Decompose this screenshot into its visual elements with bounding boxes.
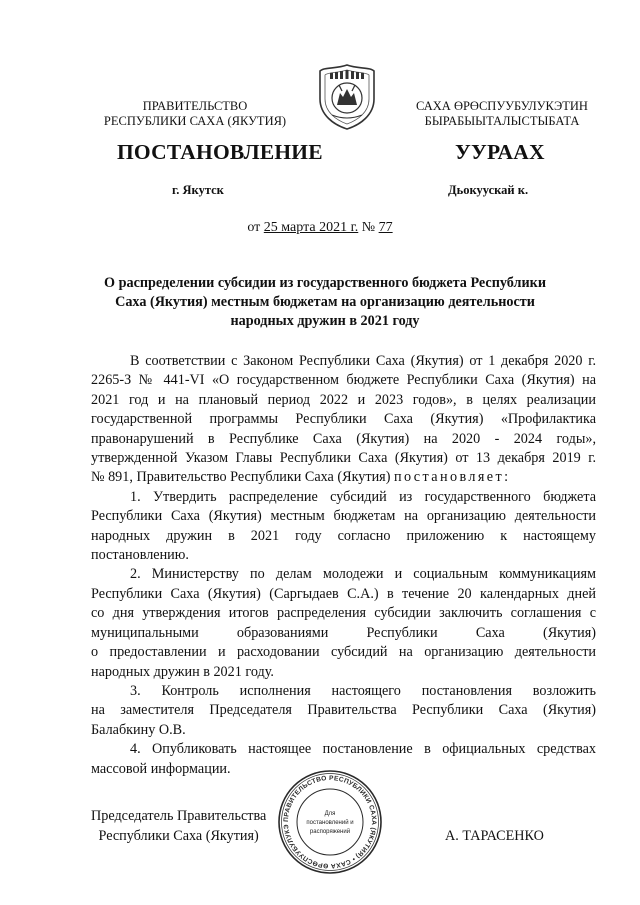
item-line: Балабкину О.В.	[91, 721, 186, 738]
seal-center-line-1: Для	[324, 811, 336, 817]
number-sign: №	[361, 220, 376, 235]
item-line: Республики Саха (Якутия) (Саргыдаев С.А.) в течение 20 календарных дней	[91, 585, 596, 602]
date-prefix: от	[247, 220, 261, 235]
preamble-line: государственной программы Республики Саха (Якутия) «Профилактика	[91, 411, 596, 428]
item-line: народных дружин в 2021 году согласно приложению к настоящему	[91, 527, 596, 544]
doc-type-ru: ПОСТАНОВЛЕНИЕ	[117, 140, 323, 164]
preamble-paragraph	[91, 352, 596, 488]
preamble-line: 2021 год и на плановый период 2022 и 2023 годов», в целях реализации	[91, 391, 596, 408]
preamble-line: В соответствии с Законом Республики Саха (Якутия) от 1 декабря 2020 г.	[130, 353, 596, 369]
item-line: муниципальными образованиями Республики Саха (Якутия)	[91, 624, 596, 641]
seal-center-line-2: постановлений и	[306, 820, 354, 826]
item-line: постановлению.	[91, 547, 189, 564]
coat-of-arms-icon	[318, 63, 376, 131]
item-3	[91, 682, 596, 740]
signatory-position	[91, 806, 266, 846]
issuer-sakha-line2: БЫРАБЫЫТАЛЫСТЫБАТА	[424, 114, 580, 128]
issuer-ru-line1: ПРАВИТЕЛЬСТВО	[142, 99, 248, 113]
official-seal	[277, 769, 383, 875]
preamble-line: утвержденной Указом Главы Республики Саха (Якутия) от 13 декабря 2019 г.	[91, 450, 596, 467]
seal-outer-text: ПРАВИТЕЛЬСТВО РЕСПУБЛИКИ САХА (ЯКУТИЯ) • САХА ӨРӨСПУУБУЛУКЭ	[282, 774, 378, 870]
item-line: 2. Министерству по делам молодежи и социальным коммуникациям	[130, 566, 596, 583]
date-number-line	[0, 220, 640, 236]
issuer-ru-line2: РЕСПУБЛИКИ САХА (ЯКУТИЯ)	[103, 114, 287, 128]
subject-line-3: народных дружин в 2021 году	[230, 313, 420, 329]
subject-line-2: Саха (Якутия) местным бюджетам на организацию деятельности	[115, 294, 535, 310]
signatory-name: А. ТАРАСЕНКО	[445, 828, 544, 844]
document-date: 25 марта 2021 г.	[263, 220, 359, 235]
item-1	[91, 488, 596, 566]
preamble-line: 2265-З № 441-VI «О государственном бюджете Республики Саха (Якутия) на	[91, 372, 596, 389]
item-line: со дня утверждения итогов распределения субсидии заключить соглашения с	[91, 605, 596, 622]
issuer-sakha-line1: САХА ӨРӨСПУУБУЛУКЭТИН	[416, 99, 588, 113]
item-line: массовой информации.	[91, 760, 231, 777]
doc-type-sakha: УУРААХ	[455, 140, 545, 164]
item-line: на заместителя Председателя Правительства Республики Саха (Якутия)	[91, 702, 596, 719]
seal-center-line-3: распоряжений	[309, 829, 351, 835]
item-line: 4. Опубликовать настоящее постановление в официальных средствах	[130, 741, 596, 758]
item-line: о предоставлении и расходовании субсидий на организацию деятельности	[91, 644, 596, 661]
subject-line-1: О распределении субсидии из государственного бюджета Республики	[104, 275, 546, 291]
item-2	[91, 565, 596, 681]
document-number: 77	[378, 220, 393, 235]
preamble-text: № 891, Правительство Республики Саха (Якутия)	[91, 469, 391, 486]
city-sakha: Дьокуускай к.	[448, 183, 529, 197]
city-ru: г. Якутск	[172, 183, 224, 197]
preamble-line	[91, 468, 596, 487]
item-line: Республики Саха (Якутия) местным бюджетам на организацию деятельности	[91, 508, 596, 525]
document-body	[91, 352, 596, 779]
preamble-line: правонарушений в Республике Саха (Якутия) на 2020 - 2024 годы»,	[91, 430, 596, 447]
item-line: народных дружин в 2021 году.	[91, 663, 274, 680]
issuer-ru	[75, 99, 315, 129]
resolves-word: постановляет:	[393, 469, 511, 486]
position-line-2: Республики Саха (Якутия)	[98, 828, 259, 844]
item-line: 1. Утвердить распределение субсидий из государственного бюджета	[130, 488, 596, 505]
position-line-1: Председатель Правительства	[91, 808, 267, 824]
item-line: 3. Контроль исполнения настоящего постановления возложить	[130, 682, 596, 699]
document-subject	[90, 274, 560, 331]
issuer-sakha	[382, 99, 622, 129]
